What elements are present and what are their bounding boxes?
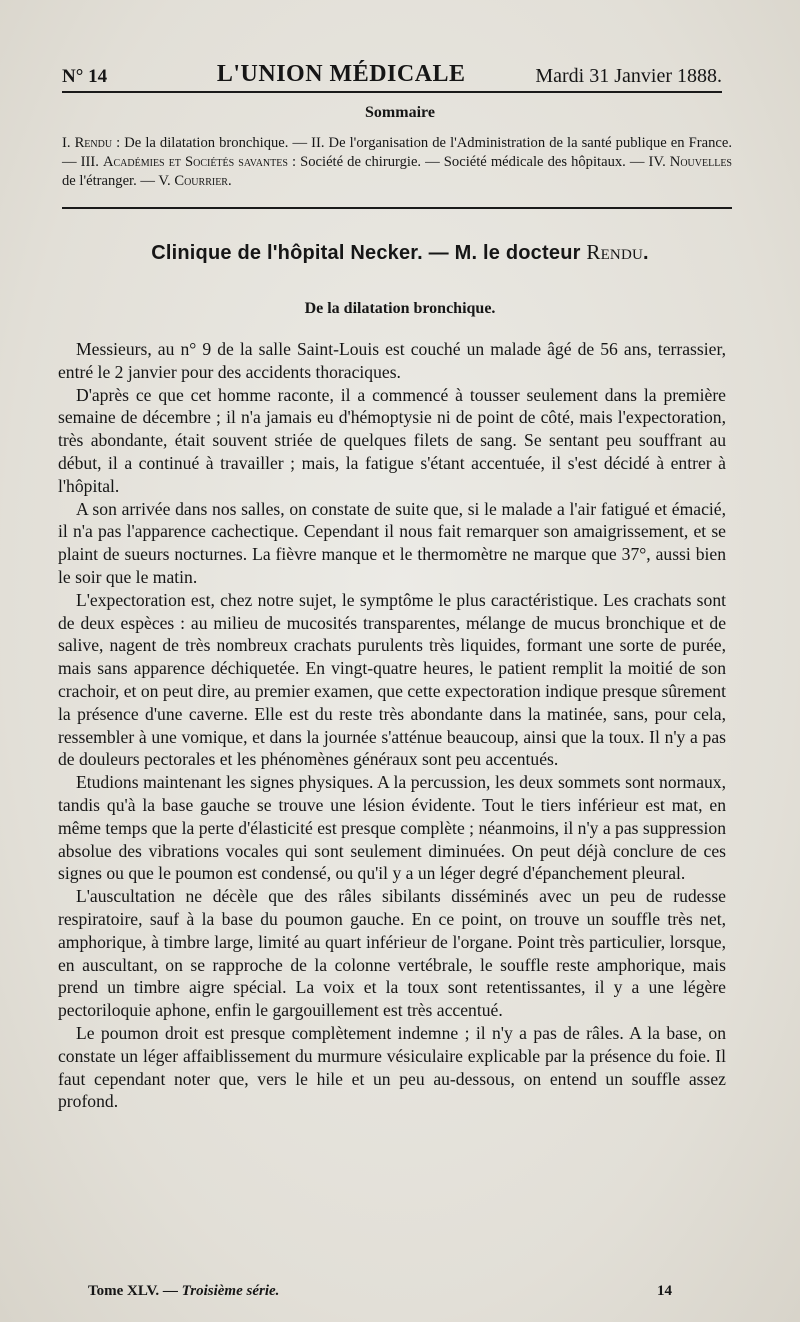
sommaire-courrier: Courrier (174, 173, 228, 189)
section-title (0, 240, 800, 265)
footer-tome: Tome XLV. — (88, 1283, 178, 1299)
page-number: 14 (657, 1283, 672, 1299)
sommaire-contents (62, 134, 732, 191)
sommaire-text: I. (62, 135, 75, 151)
issue-date: Mardi 31 Janvier 1888. (535, 65, 722, 87)
footer-series: Troisième série. (181, 1283, 280, 1299)
paragraph: Etudions maintenant les signes physiques. A la percussion, les deux sommets sont normaux, tandis qu'à la base gauche se trouve une lésion évidente. Tout le tiers inférieur est mat, en même temps que la perte d'élasticité est presque complète ; néanmoins, il n'y a pas suppression absolue des vibrations vocales qui sont seulement diminuées. On peut déjà conclure de ces signes ou que le poumon est condensé, ou qu'il y a un léger degré d'épanchement pleural. (58, 772, 726, 884)
paragraph: A son arrivée dans nos salles, on constate de suite que, si le malade a l'air fatigué et émacié, il n'a pas l'apparence cachectique. Cependant il nous fait remarquer son amaigrissement, et se plaint de sueurs nocturnes. La fièvre manque et le thermomètre ne marque que 37°, aussi bien le soir que le matin. (58, 498, 726, 587)
issue-number: N° 14 (62, 66, 108, 87)
article-body (58, 338, 726, 1113)
footer-volume (88, 1283, 279, 1300)
sommaire-text: : De la dilatation bronchique. — II. De l'organisation de l'Administration de la santé publique en France. — III. (62, 135, 732, 170)
sommaire-author: Rendu (74, 135, 113, 151)
article-subtitle: De la dilatation bronchique. (304, 300, 496, 317)
section-author: Rendu (586, 240, 644, 264)
journal-title: L'UNION MÉDICALE (216, 61, 466, 87)
paragraph: Messieurs, au n° 9 de la salle Saint-Louis est couché un malade âgé de 56 ans, terrassier, entré le 2 janvier pour des accidents thoraciques. (58, 339, 726, 382)
section-title-suffix: . (643, 242, 649, 264)
sommaire-text: : Société de chirurgie. — Société médicale des hôpitaux. — IV. (287, 154, 670, 170)
sommaire-rule (62, 207, 732, 209)
paragraph: L'auscultation ne décèle que des râles sibilants disséminés avec un peu de rudesse respiratoire, sauf à la base du poumon gauche. En ce point, on trouve un souffle très net, amphorique, à timbre large, limité au quart inférieur de l'organe. Point très particulier, lorsque, en auscultant, on se rapproche de la colonne vertébrale, le souffle reste amphorique, mais prend un timbre aigre spécial. La voix et la toux sont retentissantes, il y a une légère pectoriloquie aphone, enfin le gargouillement est très accentué. (58, 886, 726, 1021)
sommaire-text: de l'étranger. — V. (62, 173, 175, 189)
section-title-text: Clinique de l'hôpital Necker. — M. le docteur (151, 242, 587, 264)
page-header (62, 52, 722, 93)
page-footer (88, 1283, 672, 1300)
sommaire-heading: Sommaire (365, 104, 435, 121)
paragraph: D'après ce que cet homme raconte, il a commencé à tousser seulement dans la première semaine de décembre ; il n'a jamais eu d'hémoptysie ni de point de côté, mais l'expectoration, très abondante, était souvent striée de quelques filets de sang. Se sentant peu souffrant au début, il a continué à travailler ; mais, la fatigue s'étant accentuée, il s'est décidé à entrer à l'hôpital. (58, 384, 726, 496)
paragraph: L'expectoration est, chez notre sujet, le symptôme le plus caractéristique. Les crachats sont de deux espèces : au milieu de mucosités transparentes, mélange de mucus bronchique et de salive, nagent de très nombreux crachats purulents très liquides, formant une sorte de purée, mais sans apparence déchiquetée. En vingt-quatre heures, le patient remplit la moitié de son crachoir, et on peut dire, au premier examen, que cette expectoration indique presque sûrement la présence d'une caverne. Elle est du reste très abondante dans la matinée, sans, pour cela, ressembler à une vomique, et dans la journée s'atténue beaucoup, ainsi que la toux. Il n'y a pas de douleurs pectorales et les phénomènes généraux sont peu accentués. (58, 589, 726, 770)
sommaire-text: . (227, 173, 232, 189)
sommaire-academies: Académies et Sociétés savantes (102, 154, 288, 170)
paragraph: Le poumon droit est presque complètement indemne ; il n'y a pas de râles. A la base, on constate un léger affaiblissement du murmure vésiculaire explicable par la présence du foie. Il faut cependant noter que, vers le hile et un peu au-dessous, on entend un souffle assez profond. (58, 1022, 726, 1112)
sommaire-nouvelles: Nouvelles (669, 154, 732, 170)
